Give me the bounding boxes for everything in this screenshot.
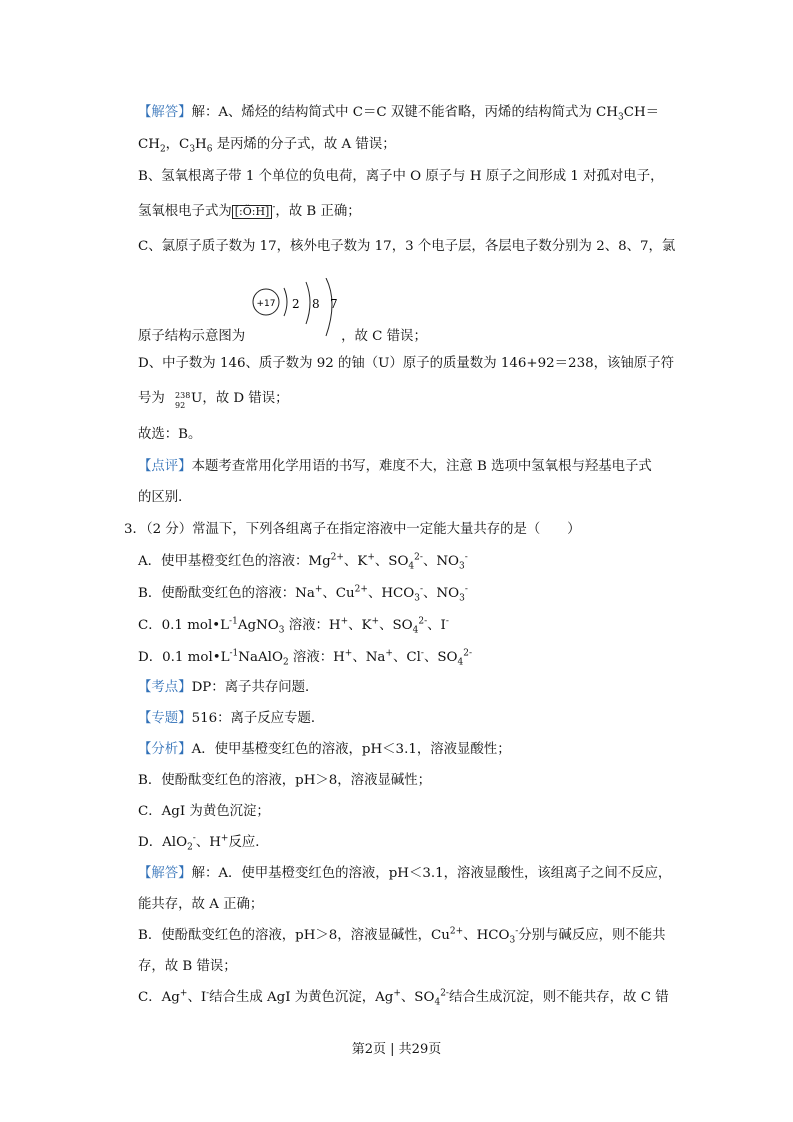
text: ，C [165, 137, 190, 152]
analysis-a [138, 741, 511, 759]
answer-line-7: D、中子数为 146、质子数为 92 的铀（U）原子的质量数为 146+92＝238，该铀原子符 [138, 356, 674, 371]
text: 、SO [374, 554, 409, 569]
text: 、HCO [463, 928, 510, 943]
text: CH [138, 137, 160, 152]
text: 、HCO [367, 586, 415, 601]
mass-number: 238 [175, 390, 191, 400]
text: 是丙烯的分子式，故 A 错误； [212, 137, 396, 152]
text: 、K [348, 618, 372, 633]
question-3: 3．（2 分）常温下，下列各组离子在指定溶液中一定能大量共存的是（ ） [124, 522, 581, 537]
answer-line-5: C、氯原子质子数为 17，核外电子数为 17，3 个电子层，各层电子数分别为 2、8、7，氯 [138, 239, 676, 254]
text: D．0.1 mol•L [138, 650, 230, 665]
answer-line-3: B、氢氧根离子带 1 个单位的负电荷，离子中 O 原子与 H 原子之间形成 1 对孤对电子， [138, 169, 664, 184]
text: 解：A、烯烃的结构简式中 C＝C 双键不能省略，丙烯的结构简式为 CH [191, 105, 618, 120]
answer-line-8 [138, 390, 289, 408]
text: U，故 D 错误； [191, 391, 289, 406]
text: 氢氧根电子式为 [138, 204, 232, 219]
text: B．使酚酞变红色的溶液，pH＞8，溶液显碱性，Cu [138, 928, 450, 943]
shell-1: 2 [292, 297, 300, 311]
electron-formula: [:Ö:H] [232, 205, 273, 219]
answer-line-6 [138, 328, 427, 346]
solution-2: 能共存，故 A 正确； [138, 897, 264, 912]
text: 、NO [422, 554, 460, 569]
comment-tag: 【点评】 [138, 459, 192, 474]
answer-tag: 【解答】 [138, 105, 192, 120]
text: DP：离子共存问题． [191, 680, 319, 695]
text: 结合生成沉淀，则不能共存，故 C 错 [448, 990, 669, 1005]
text: 、Cu [322, 586, 355, 601]
text: NaAlO [238, 650, 283, 665]
shell-3: 7 [330, 297, 338, 311]
text: 、I [427, 618, 446, 633]
text: 516：离子反应专题． [191, 711, 325, 726]
answer-line-1: 【解答】解：A、烯烃的结构简式中 C＝C 双键不能省略，丙烯的结构简式为 $CH_3CH=$ [138, 105, 660, 123]
text: D．AlO [138, 835, 188, 850]
text: 溶液：H [284, 618, 341, 633]
answer-line-2: $CH_2$，$C_3H_6$ 是丙烯的分子式，故 A 错误； [138, 137, 396, 155]
text: C．Ag [138, 990, 180, 1005]
knowledge-tag: 【考点】 [138, 680, 192, 695]
analysis-d: D．AlO$_2$-、H+反应． [138, 833, 269, 853]
nucleus-label: +17 [256, 299, 276, 309]
comment-line-1 [138, 458, 652, 476]
text: 、SO [423, 650, 458, 665]
text: 本题考查常用化学用语的书写，难度不大，注意 B 选项中氢氧根与羟基电子式 [191, 459, 652, 474]
option-a: A．使甲基橙变红色的溶液：$Mg^{2+}$、K+、$SO_4^{2-}$、$NO_3^-$ [138, 552, 468, 572]
text: 分别与碱反应，则不能共 [518, 928, 666, 943]
topic-tag: 【专题】 [138, 711, 192, 726]
text: 、I [187, 990, 207, 1005]
option-c: C．0.1 $mol•L^{-1}AgNO_3$ 溶液：H+、K+、$SO_4^{2-}$、I- [138, 616, 449, 636]
answer-line-9: 故选：B。 [138, 427, 202, 442]
text: 、Cl [392, 650, 421, 665]
solution-3: B．使酚酞变红色的溶液，pH＞8，溶液显碱性，$Cu^{2+}$、$HCO_3^-$分别与碱反应，则不能共 [138, 926, 666, 946]
solution-tag: 【解答】 [138, 866, 192, 881]
text: 结合生成 AgI 为黄色沉淀，Ag [209, 990, 394, 1005]
text: 、SO [400, 990, 435, 1005]
text: ，故 C 错误； [341, 329, 427, 344]
atomic-number: 92 [175, 400, 186, 410]
analysis-tag: 【分析】 [138, 742, 192, 757]
text: ，故 B 正确； [275, 204, 361, 219]
text: C．0.1 mol•L [138, 618, 230, 633]
text: 溶液：H [288, 650, 345, 665]
text: B．使酚酞变红色的溶液：Na [138, 586, 315, 601]
page-footer: 第2页 | 共29页 [351, 1042, 442, 1057]
text: AgNO [237, 618, 279, 633]
text: 、H [195, 835, 221, 850]
solution-5: C．Ag+、I-结合生成 AgI 为黄色沉淀，Ag+、$SO_4^{2-}$结合生成沉淀，则不能共存，故 C 错 [138, 988, 669, 1008]
text: 、Na [352, 650, 386, 665]
text: H [195, 137, 207, 152]
text: 号为 [138, 391, 165, 406]
knowledge-point [138, 679, 318, 697]
option-b: B．使酚酞变红色的溶液：Na+、$Cu^{2+}$、$HCO_3^-$、$NO_3^-$ [138, 584, 468, 604]
analysis-c: C．AgI 为黄色沉淀； [138, 804, 270, 819]
answer-line-4: 氢氧根电子式为 [:Ö:H] -，故 B 正确； [138, 202, 361, 219]
text: A．使甲基橙变红色的溶液：Mg [138, 554, 331, 569]
text: 、K [343, 554, 368, 569]
isotope-symbol [169, 390, 191, 410]
analysis-b: B．使酚酞变红色的溶液，pH＞8，溶液显碱性； [138, 773, 432, 788]
text: A．使甲基橙变红色的溶液，pH＜3.1，溶液显酸性； [191, 742, 511, 757]
text: 反应． [228, 835, 269, 850]
solution-1 [138, 865, 671, 883]
text: CH＝ [623, 105, 660, 120]
option-d: D．0.1 $mol•L^{-1}NaAlO_2$ 溶液：H+、Na+、Cl-、$SO_4^{2-}$ [138, 648, 472, 668]
comment-line-2: 的区别． [138, 490, 192, 505]
text: 、SO [379, 618, 413, 633]
topic [138, 710, 324, 728]
text: 原子结构示意图为 [138, 329, 246, 344]
text: 解：A．使甲基橙变红色的溶液，pH＜3.1，溶液显酸性，该组离子之间不反应， [191, 866, 672, 881]
solution-4: 存，故 B 错误； [138, 959, 237, 974]
text: 、NO [423, 586, 460, 601]
shell-2: 8 [312, 297, 320, 311]
